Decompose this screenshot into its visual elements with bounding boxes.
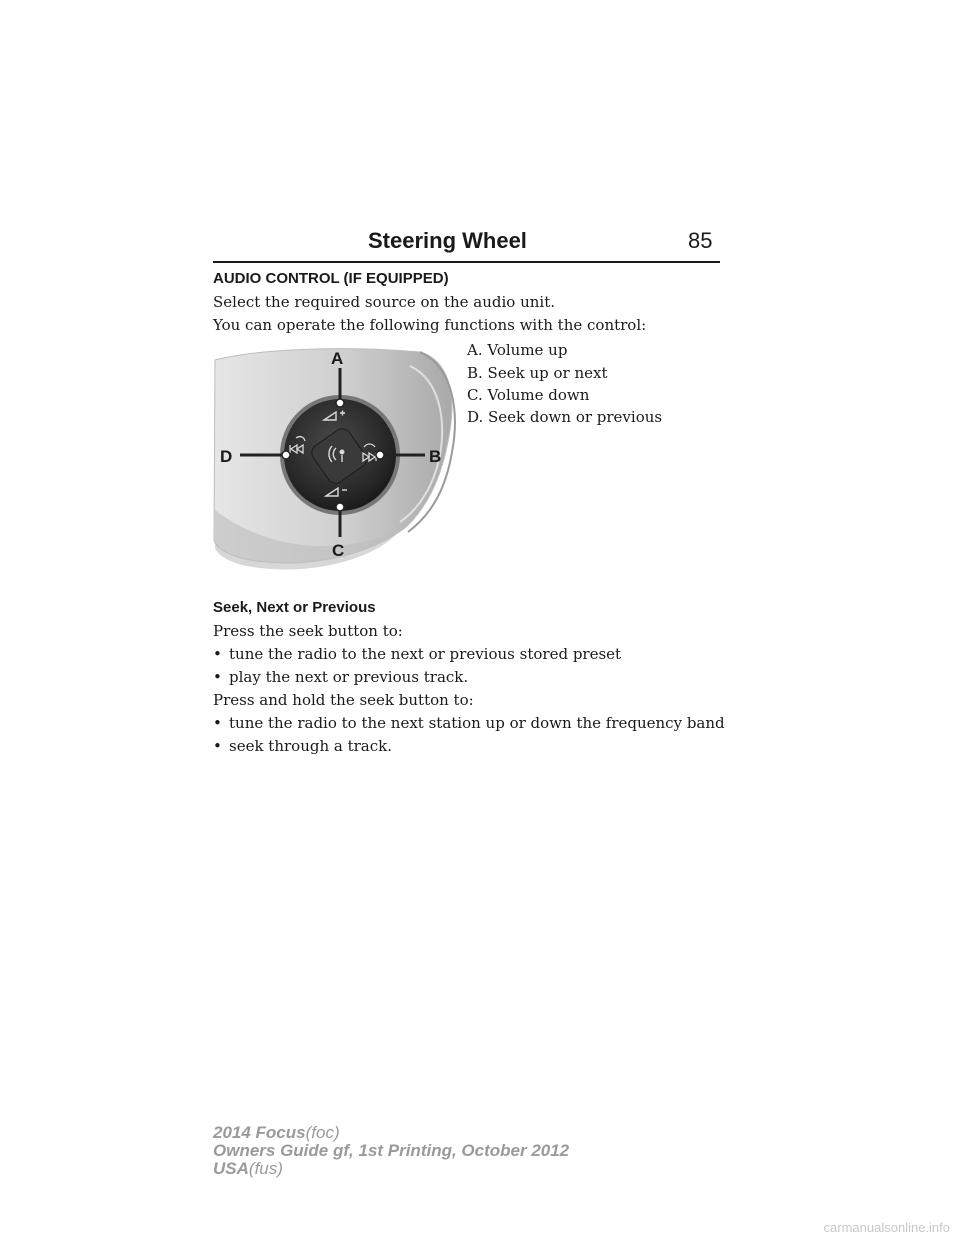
bullet-icon: • — [213, 714, 222, 732]
paragraph-operate-functions: You can operate the following functions with the control: — [213, 316, 647, 334]
legend-item-a: A. Volume up — [467, 341, 568, 359]
callout-label-d: D — [220, 447, 233, 466]
section-heading-seek: Seek, Next or Previous — [213, 599, 376, 616]
header-rule — [213, 261, 720, 263]
callout-label-a: A — [331, 349, 344, 368]
legend-item-c: C. Volume down — [467, 386, 590, 404]
paragraph-press-hold-seek: Press and hold the seek button to: — [213, 691, 474, 709]
paragraph-press-seek: Press the seek button to: — [213, 622, 403, 640]
audio-control-figure — [205, 340, 465, 575]
section-heading-audio-control: AUDIO CONTROL (IF EQUIPPED) — [213, 270, 449, 287]
callout-label-c: C — [332, 541, 345, 560]
list-item: • play the next or previous track. — [213, 668, 469, 686]
footer-printing-line: Owners Guide gf, 1st Printing, October 2012 — [213, 1141, 570, 1160]
bullet-icon: • — [213, 645, 222, 663]
bullet-icon: • — [213, 668, 222, 686]
list-item: • tune the radio to the next or previous stored preset — [213, 645, 622, 663]
footer-model-line: 2014 Focus(foc) — [213, 1123, 340, 1142]
list-item: • tune the radio to the next station up or down the frequency band — [213, 714, 725, 732]
watermark[interactable]: carmanualsonline.info — [823, 1220, 950, 1235]
list-item: • seek through a track. — [213, 737, 393, 755]
page-title: Steering Wheel — [368, 228, 527, 253]
callout-label-b: B — [429, 447, 442, 466]
page-number: 85 — [688, 228, 713, 253]
legend-item-d: D. Seek down or previous — [467, 408, 663, 426]
footer-region-line: USA(fus) — [213, 1159, 283, 1178]
legend-item-b: B. Seek up or next — [467, 364, 608, 382]
paragraph-select-source: Select the required source on the audio unit. — [213, 293, 555, 311]
bullet-icon: • — [213, 737, 222, 755]
